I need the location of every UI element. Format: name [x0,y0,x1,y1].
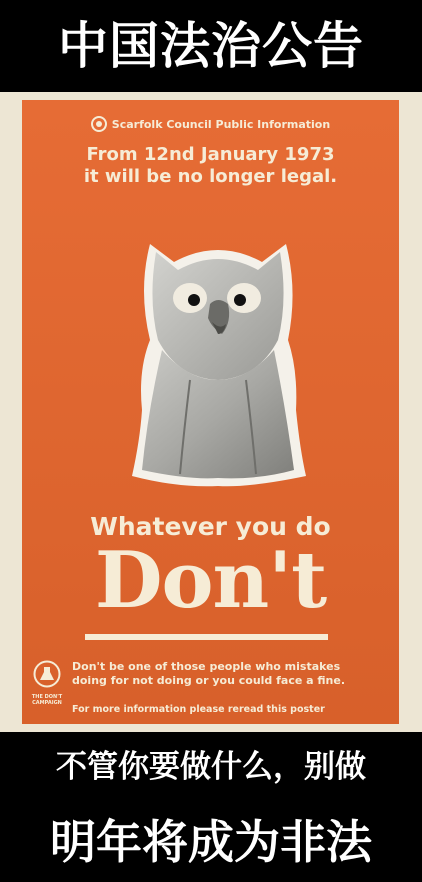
notice-line-1: From 12nd January 1973 [86,144,335,165]
poster-sheet [22,100,399,724]
poster [0,92,422,732]
dont-word: Don't [94,535,327,626]
poster-header [22,114,399,134]
dont-campaign-logo [28,660,66,706]
campaign-line-2: CAMPAIGN [32,700,62,706]
campaign-line-1: THE DON'T [31,694,63,700]
fine-warning [72,660,392,688]
legal-notice [22,144,399,188]
council-seal-icon [91,116,107,132]
owl-puppet-image [128,230,308,490]
flask-icon [33,660,61,688]
notice-line-2: it will be no longer legal. [83,166,338,187]
headline-underline [85,634,328,640]
more-info-text: For more information please reread this poster [72,704,325,715]
fine-warning-line-1: Don't be one of those people who mistakes [72,660,341,673]
fine-warning-line-2: doing for not doing or you could face a fine. [72,674,346,687]
council-name: Scarfolk Council Public Information [111,117,331,131]
caption-line-2: 明年将成为非法 [50,815,372,869]
headline: Whatever you do [90,512,331,541]
top-banner-title: 中国法治公告 [0,0,422,92]
caption-line-1: 不管你要做什么，别做 [56,749,366,785]
